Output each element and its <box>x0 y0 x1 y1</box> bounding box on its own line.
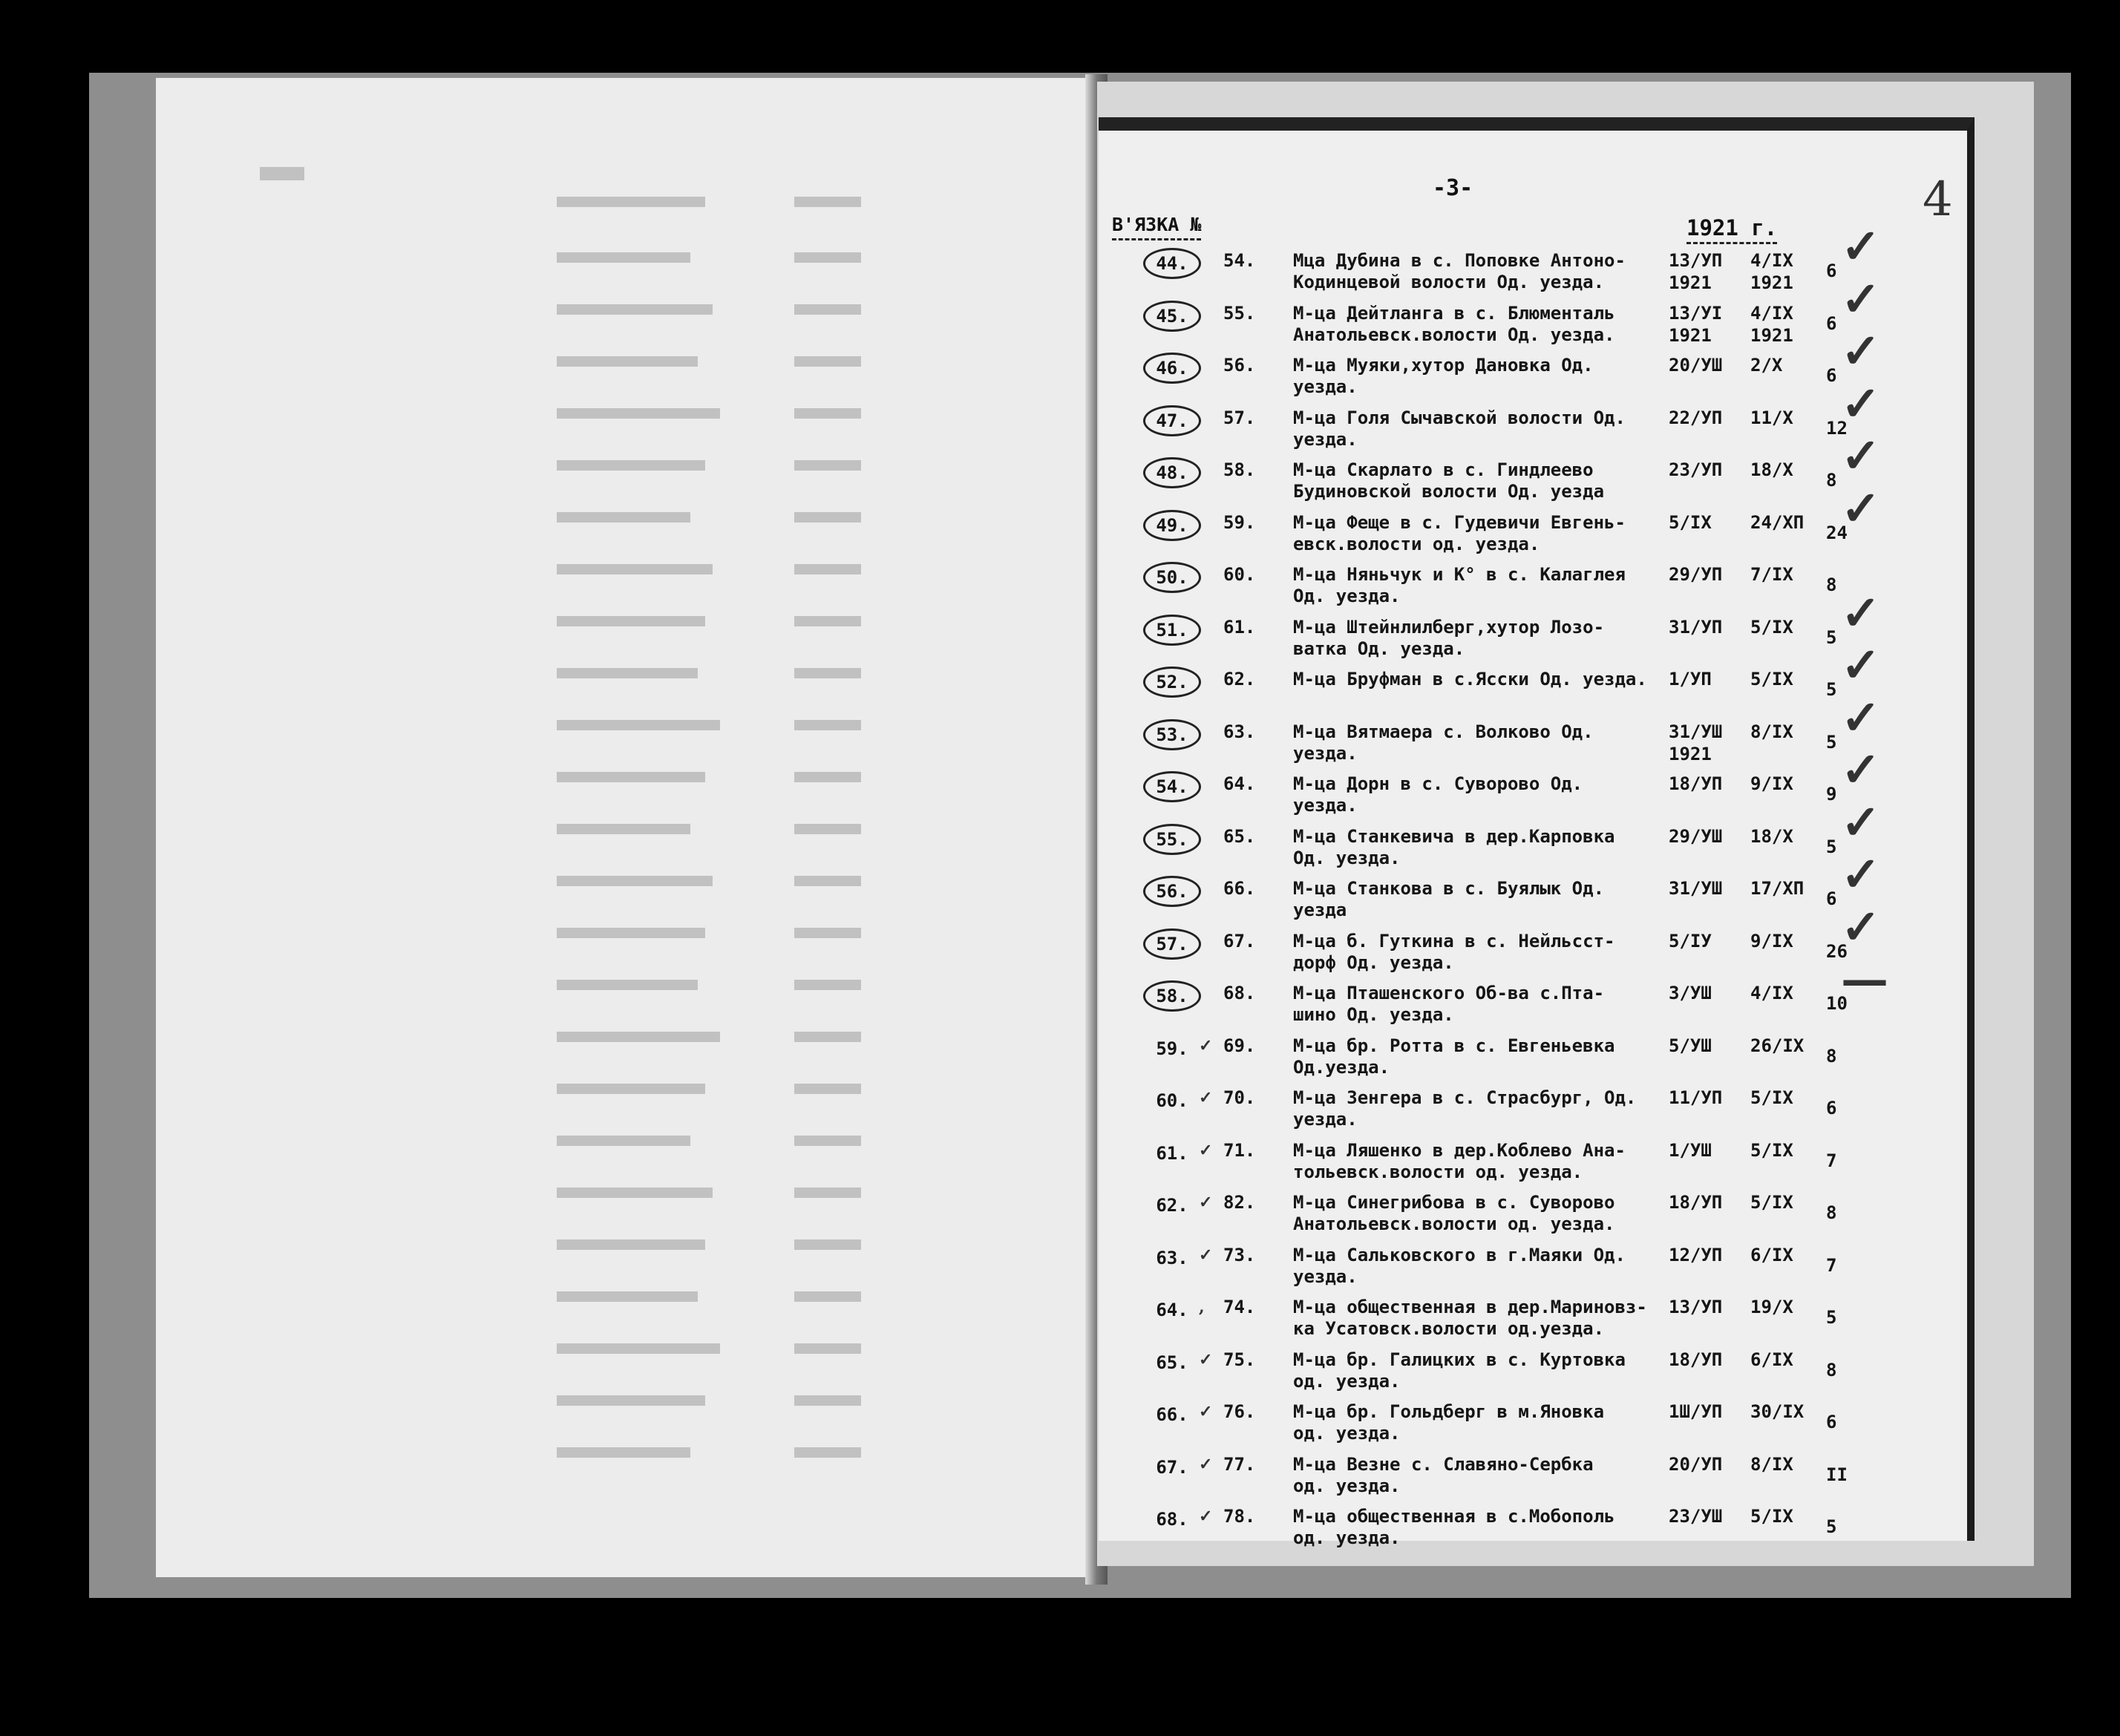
ledger-row <box>1099 1084 1975 1136</box>
start-date <box>1669 407 1722 429</box>
description-line-1: М-ца бр. Галицких в с. Куртовка <box>1293 1349 1626 1370</box>
end-date <box>1750 668 1793 690</box>
start-date <box>1669 1191 1722 1213</box>
start-date-year: 1921 <box>1669 272 1712 293</box>
end-date-value: 6/IX <box>1750 1349 1793 1370</box>
start-date <box>1669 668 1712 690</box>
start-date-value: 1Ш/УП <box>1669 1401 1723 1422</box>
sheet-count: 6 <box>1826 888 1837 909</box>
entry-number: 76. <box>1223 1401 1256 1422</box>
column-header-bundle: В'ЯЗКА № <box>1112 214 1201 240</box>
sheet-count: 9 <box>1826 784 1837 805</box>
description-line-1: М-ца бр. Гольдберг в м.Яновка <box>1293 1401 1605 1422</box>
sheet-count: 6 <box>1826 261 1837 281</box>
entry-description <box>1293 354 1594 397</box>
start-date <box>1669 1505 1722 1527</box>
end-date <box>1750 773 1793 795</box>
entry-number: 73. <box>1223 1244 1256 1265</box>
bundle-number: 57. <box>1143 928 1201 960</box>
entry-number: 57. <box>1223 407 1256 428</box>
bundle-number: 59. <box>1156 1038 1188 1059</box>
start-date-value: 31/УП <box>1669 616 1723 638</box>
end-date-value: 19/X <box>1750 1297 1793 1317</box>
entry-number: 74. <box>1223 1297 1256 1317</box>
description-line-2: уезда <box>1293 900 1347 920</box>
start-date <box>1669 1087 1722 1109</box>
description-line-1: М-ца общественная в дер.Мариновз- <box>1293 1297 1647 1317</box>
entry-number: 66. <box>1223 878 1256 899</box>
description-line-2: ватка Од. уезда. <box>1293 638 1465 659</box>
start-date-value: 20/УП <box>1669 1453 1723 1475</box>
end-date-value: 5/IX <box>1750 1139 1793 1161</box>
description-line-2: уезда. <box>1293 376 1358 397</box>
check-note: , <box>1199 1297 1205 1317</box>
sheet-count: 5 <box>1826 1307 1837 1328</box>
start-date <box>1669 1453 1722 1475</box>
description-line-2: Будиновской волости Од. уезда <box>1293 481 1605 502</box>
end-date-value: 4/IX <box>1750 302 1793 324</box>
entry-description <box>1293 982 1604 1025</box>
sheet-count: 5 <box>1826 679 1837 700</box>
check-mark: ✓ <box>1841 480 1881 537</box>
description-line-2: уезда. <box>1293 1109 1358 1130</box>
sheet-count: 5 <box>1826 626 1837 648</box>
end-date <box>1750 825 1793 848</box>
start-date-value: 1/УШ <box>1669 1139 1712 1161</box>
check-mark: ✓ <box>1841 690 1881 746</box>
entry-description <box>1293 563 1626 606</box>
description-line-2: уезда. <box>1293 742 1358 764</box>
ledger-row <box>1099 1241 1975 1293</box>
description-line-1: М-ца б. Гуткина в с. Нейльсст- <box>1293 930 1615 951</box>
bundle-number: 65. <box>1156 1352 1188 1373</box>
entry-description <box>1293 249 1626 292</box>
check-note: ✓ <box>1199 1088 1213 1107</box>
end-date <box>1750 249 1793 294</box>
entry-number: 67. <box>1223 930 1256 951</box>
description-line-2: Од. уезда. <box>1293 586 1401 606</box>
end-date-value: 18/X <box>1750 459 1793 480</box>
end-date <box>1750 1505 1793 1527</box>
sheet-count: 8 <box>1826 470 1837 491</box>
bundle-number: 44. <box>1143 248 1201 279</box>
entry-number: 71. <box>1223 1139 1256 1161</box>
end-date <box>1750 302 1793 347</box>
sheet-count: 12 <box>1826 417 1848 439</box>
check-mark: — <box>1841 951 1888 1007</box>
end-date-value: 8/IX <box>1750 721 1793 742</box>
end-date-value: 24/XП <box>1750 511 1805 533</box>
entry-description <box>1293 825 1614 868</box>
entry-number: 62. <box>1223 669 1256 690</box>
entry-number: 64. <box>1223 773 1256 794</box>
check-mark: ✓ <box>1841 638 1881 693</box>
description-line-2: од. уезда. <box>1293 1370 1401 1392</box>
check-note: ✓ <box>1199 1402 1213 1421</box>
check-mark: ✓ <box>1841 585 1881 641</box>
check-mark: ✓ <box>1841 847 1881 903</box>
bundle-number: 51. <box>1143 615 1201 646</box>
description-line-2: дорф Од. уезда. <box>1293 951 1454 973</box>
end-date <box>1750 459 1793 481</box>
description-line-1: М-ца Вятмаера с. Волково Од. <box>1293 721 1594 742</box>
end-date <box>1750 721 1793 743</box>
bundle-number: 60. <box>1156 1090 1188 1111</box>
start-date-year: 1921 <box>1669 324 1712 346</box>
entry-description <box>1293 773 1583 816</box>
description-line-2: Од.уезда. <box>1293 1056 1390 1078</box>
description-line-2: ка Усатовск.волости од.уезда. <box>1293 1318 1605 1339</box>
description-line-1: М-ца Ляшенко в дер.Коблево Ана- <box>1293 1139 1626 1161</box>
entry-number: 60. <box>1223 564 1256 585</box>
entry-number: 70. <box>1223 1087 1256 1108</box>
entry-description <box>1293 511 1626 554</box>
entry-number: 77. <box>1223 1453 1256 1475</box>
bundle-number: 58. <box>1143 980 1201 1012</box>
entry-description <box>1293 1244 1626 1287</box>
end-date <box>1750 511 1804 534</box>
entry-description <box>1293 668 1647 711</box>
description-line-2: Кодинцевой волости Од. уезда. <box>1293 272 1605 292</box>
check-mark: ✓ <box>1841 376 1881 432</box>
description-line-2: уезда. <box>1293 1265 1358 1287</box>
start-date-value: 18/УП <box>1669 1349 1723 1370</box>
entry-description <box>1293 1139 1626 1182</box>
description-line-2: Од. уезда. <box>1293 847 1401 868</box>
description-line-1: М-ца Голя Сычавской волости Од. <box>1293 407 1626 428</box>
end-date <box>1750 354 1782 376</box>
start-date-value: 23/УП <box>1669 459 1723 480</box>
bundle-number: 53. <box>1143 719 1201 750</box>
description-line-1: М-ца Синегрибова в с. Суворово <box>1293 1192 1615 1213</box>
end-date-value: 26/IX <box>1750 1035 1805 1056</box>
entry-description <box>1293 721 1594 764</box>
entry-description <box>1293 930 1614 973</box>
start-date-value: 5/IУ <box>1669 930 1712 951</box>
bundle-number: 55. <box>1143 824 1201 855</box>
end-date <box>1750 877 1804 900</box>
description-line-1: М-ца Штейнлилберг,хутор Лозо- <box>1293 616 1605 638</box>
bundle-number: 56. <box>1143 876 1201 907</box>
check-mark: ✓ <box>1841 742 1881 798</box>
end-date-year: 1921 <box>1750 324 1793 346</box>
bundle-number: 52. <box>1143 666 1201 698</box>
entry-description <box>1293 616 1604 659</box>
end-date-value: 5/IX <box>1750 616 1793 638</box>
start-date-year: 1921 <box>1669 743 1712 764</box>
entry-number: 59. <box>1223 511 1256 533</box>
check-note: ✓ <box>1199 1507 1213 1526</box>
start-date <box>1669 877 1722 900</box>
start-date <box>1669 563 1722 586</box>
start-date-value: 23/УШ <box>1669 1506 1723 1527</box>
start-date-value: 20/УШ <box>1669 355 1723 376</box>
description-line-2 <box>1293 690 1647 711</box>
end-date-value: 5/IX <box>1750 1506 1793 1527</box>
ledger-row <box>1099 1398 1975 1450</box>
bundle-number: 68. <box>1156 1509 1188 1530</box>
description-line-2: Анатольевск.волости Од. уезда. <box>1293 324 1615 345</box>
sheet-count: 6 <box>1826 312 1837 334</box>
end-date-value: 6/IX <box>1750 1244 1793 1265</box>
start-date <box>1669 1139 1712 1162</box>
description-line-1: М-ца Пташенского Об-ва с.Пта- <box>1293 983 1605 1003</box>
ledger-row <box>1099 1293 1975 1345</box>
bundle-number: 64. <box>1156 1300 1188 1320</box>
ledger-row <box>1099 1032 1975 1084</box>
entry-number: 56. <box>1223 355 1256 376</box>
entry-description <box>1293 1035 1614 1078</box>
sheet-count: 6 <box>1826 1412 1837 1432</box>
start-date-value: 31/УШ <box>1669 878 1723 899</box>
end-date-value: 5/IX <box>1750 1087 1793 1108</box>
sheet-count: 6 <box>1826 1098 1837 1118</box>
description-line-2: тольевск.волости од. уезда. <box>1293 1161 1583 1182</box>
sheet-count: 10 <box>1826 993 1848 1014</box>
entry-description <box>1293 1453 1594 1496</box>
entry-number: 58. <box>1223 459 1256 480</box>
bundle-number: 45. <box>1143 301 1201 332</box>
start-date-value: 1/УП <box>1669 669 1712 690</box>
start-date <box>1669 930 1712 952</box>
bundle-number: 50. <box>1143 562 1201 593</box>
bundle-number: 49. <box>1143 510 1201 541</box>
check-note: ✓ <box>1199 1140 1213 1160</box>
sheet-count: II <box>1826 1464 1848 1485</box>
entry-number: 63. <box>1223 721 1256 742</box>
end-date-value: 5/IX <box>1750 669 1793 690</box>
end-date-value: 11/X <box>1750 407 1793 428</box>
end-date <box>1750 1401 1804 1423</box>
start-date-value: 13/УI <box>1669 302 1723 324</box>
sheet-count: 5 <box>1826 731 1837 753</box>
entry-description <box>1293 1505 1614 1548</box>
description-line-1: М-ца Феще в с. Гудевичи Евгень- <box>1293 511 1626 533</box>
entry-number: 75. <box>1223 1349 1256 1370</box>
start-date-value: 18/УП <box>1669 773 1723 794</box>
entry-description <box>1293 1349 1626 1392</box>
bundle-number: 46. <box>1143 353 1201 384</box>
start-date <box>1669 1401 1722 1423</box>
ledger-row <box>1099 1502 1975 1554</box>
sheet-count: 8 <box>1826 1202 1837 1223</box>
start-date-value: 13/УП <box>1669 1297 1723 1317</box>
sheet-count: 8 <box>1826 1359 1837 1380</box>
sheet-count: 8 <box>1826 574 1837 595</box>
end-date-value: 30/IX <box>1750 1401 1805 1422</box>
bundle-number: 48. <box>1143 457 1201 488</box>
ledger-row <box>1099 1136 1975 1188</box>
start-date <box>1669 982 1712 1004</box>
description-line-2: евск.волости од. уезда. <box>1293 533 1540 554</box>
sheet-count: 8 <box>1826 1045 1837 1067</box>
entry-description <box>1293 302 1614 345</box>
start-date <box>1669 249 1722 294</box>
end-date <box>1750 1191 1793 1213</box>
bundle-number: 47. <box>1143 405 1201 436</box>
end-date <box>1750 1349 1793 1371</box>
ledger-row <box>1099 1346 1975 1398</box>
left-page-bleedthrough <box>156 78 1095 1577</box>
description-line-1: М-ца Муяки,хутор Дановка Од. <box>1293 355 1594 376</box>
end-date <box>1750 616 1793 638</box>
end-date <box>1750 982 1793 1004</box>
end-date-value: 9/IX <box>1750 930 1793 951</box>
bundle-number: 63. <box>1156 1247 1188 1268</box>
check-mark: ✓ <box>1841 794 1881 851</box>
description-line-1: М-ца Бруфман в с.Ясски Од. уезда. <box>1293 669 1647 690</box>
description-line-1: М-ца Везне с. Славяно-Сербка <box>1293 1453 1594 1475</box>
description-line-1: М-ца бр. Ротта в с. Евгеньевка <box>1293 1035 1615 1056</box>
start-date-value: 18/УП <box>1669 1192 1723 1213</box>
entry-number: 82. <box>1223 1192 1256 1213</box>
entry-number: 54. <box>1223 250 1256 271</box>
handwritten-page-mark: 4 <box>1923 172 1953 227</box>
start-date-value: 12/УП <box>1669 1244 1723 1265</box>
end-date <box>1750 1035 1804 1057</box>
description-line-1: М-ца Сальковского в г.Маяки Од. <box>1293 1244 1626 1265</box>
check-mark: ✓ <box>1841 899 1881 955</box>
sheet-count: 26 <box>1826 940 1848 962</box>
end-date <box>1750 563 1793 586</box>
start-date <box>1669 773 1722 795</box>
check-note: ✓ <box>1199 1454 1213 1474</box>
start-date <box>1669 459 1722 481</box>
start-date <box>1669 1296 1722 1318</box>
start-date <box>1669 721 1722 765</box>
sheet-count: 5 <box>1826 1516 1837 1537</box>
start-date <box>1669 302 1722 347</box>
end-date-value: 17/XП <box>1750 878 1805 899</box>
entry-description <box>1293 1401 1604 1444</box>
description-line-2: од. уезда. <box>1293 1527 1401 1548</box>
entry-description <box>1293 1087 1636 1130</box>
end-date <box>1750 1244 1793 1266</box>
start-date-value: 5/IX <box>1669 511 1712 533</box>
description-line-2: од. уезда. <box>1293 1475 1401 1496</box>
sheet-count: 5 <box>1826 836 1837 857</box>
end-date-value: 18/X <box>1750 825 1793 847</box>
mirrored-text-ghost <box>156 78 1095 1577</box>
end-date-value: 9/IX <box>1750 773 1793 794</box>
start-date-value: 31/УШ <box>1669 721 1723 742</box>
description-line-1: М-ца Няньчук и К° в с. Калаглея <box>1293 564 1626 585</box>
end-date-value: 5/IX <box>1750 1192 1793 1213</box>
start-date <box>1669 825 1722 848</box>
start-date-value: 29/УШ <box>1669 825 1723 847</box>
page-number: -3- <box>1433 175 1473 201</box>
start-date <box>1669 1349 1722 1371</box>
description-line-1: М-ца Дейтланга в с. Блюменталь <box>1293 302 1615 324</box>
column-header-year: 1921 г. <box>1686 215 1777 244</box>
check-mark: ✓ <box>1841 271 1881 327</box>
description-line-2: шино Од. уезда. <box>1293 1004 1454 1025</box>
description-line-1: М-ца общественная в с.Мобополь <box>1293 1506 1615 1527</box>
end-date <box>1750 1453 1793 1475</box>
bundle-number: 61. <box>1156 1142 1188 1164</box>
start-date <box>1669 616 1722 638</box>
start-date-value: 3/УШ <box>1669 983 1712 1003</box>
start-date <box>1669 1244 1722 1266</box>
end-date-value: 2/X <box>1750 355 1783 376</box>
ledger-row <box>1099 1450 1975 1502</box>
bundle-number: 66. <box>1156 1404 1188 1425</box>
check-mark: ✓ <box>1841 428 1881 484</box>
end-date-year: 1921 <box>1750 272 1793 293</box>
check-note: ✓ <box>1199 1245 1213 1265</box>
description-line-1: Мца Дубина в с. Поповке Антоно- <box>1293 250 1626 271</box>
sheet-count: 24 <box>1826 522 1848 543</box>
entry-description <box>1293 1296 1647 1339</box>
description-line-1: М-ца Станкевича в дер.Карповка <box>1293 825 1615 847</box>
entry-description <box>1293 877 1604 920</box>
start-date-value: 11/УП <box>1669 1087 1723 1108</box>
end-date <box>1750 1296 1793 1318</box>
entry-number: 78. <box>1223 1506 1256 1527</box>
end-date-value: 4/IX <box>1750 983 1793 1003</box>
end-date-value: 4/IX <box>1750 250 1793 271</box>
start-date-value: 22/УП <box>1669 407 1723 428</box>
description-line-2: од. уезда. <box>1293 1423 1401 1444</box>
description-line-2: уезда. <box>1293 428 1358 450</box>
start-date <box>1669 511 1712 534</box>
check-note: ✓ <box>1199 1035 1213 1055</box>
description-line-2: Анатольевск.волости од. уезда. <box>1293 1213 1615 1234</box>
sheet-count: 6 <box>1826 365 1837 386</box>
entry-number: 65. <box>1223 825 1256 847</box>
check-note: ✓ <box>1199 1349 1213 1369</box>
entry-number: 69. <box>1223 1035 1256 1056</box>
entry-number: 68. <box>1223 983 1256 1003</box>
description-line-1: М-ца Станкова в с. Буялык Од. <box>1293 878 1605 899</box>
start-date <box>1669 354 1722 376</box>
end-date-value: 8/IX <box>1750 1453 1793 1475</box>
bundle-number: 62. <box>1156 1195 1188 1216</box>
start-date-value: 13/УП <box>1669 250 1723 271</box>
entry-number: 55. <box>1223 302 1256 324</box>
description-line-1: М-ца Зенгера в с. Страсбург, Од. <box>1293 1087 1637 1108</box>
bundle-number: 67. <box>1156 1456 1188 1478</box>
end-date-value: 7/IX <box>1750 564 1793 585</box>
end-date <box>1750 407 1793 429</box>
sheet-count: 7 <box>1826 1254 1837 1276</box>
description-line-1: М-ца Дорн в с. Суворово Од. <box>1293 773 1583 794</box>
ledger-row <box>1099 1188 1975 1240</box>
entry-description <box>1293 407 1626 450</box>
end-date <box>1750 1139 1793 1162</box>
start-date-value: 29/УП <box>1669 564 1723 585</box>
end-date <box>1750 1087 1793 1109</box>
start-date-value: 5/УШ <box>1669 1035 1712 1056</box>
description-line-2: уезда. <box>1293 795 1358 816</box>
check-mark: ✓ <box>1841 324 1881 379</box>
sheet-count: 7 <box>1826 1150 1837 1171</box>
bundle-number: 54. <box>1143 771 1201 802</box>
entry-description <box>1293 1191 1614 1234</box>
entry-description <box>1293 459 1604 502</box>
check-note: ✓ <box>1199 1193 1213 1212</box>
entry-number: 61. <box>1223 616 1256 638</box>
description-line-1: М-ца Скарлато в с. Гиндлеево <box>1293 459 1594 480</box>
end-date <box>1750 930 1793 952</box>
start-date <box>1669 1035 1712 1057</box>
check-mark: ✓ <box>1841 219 1881 275</box>
